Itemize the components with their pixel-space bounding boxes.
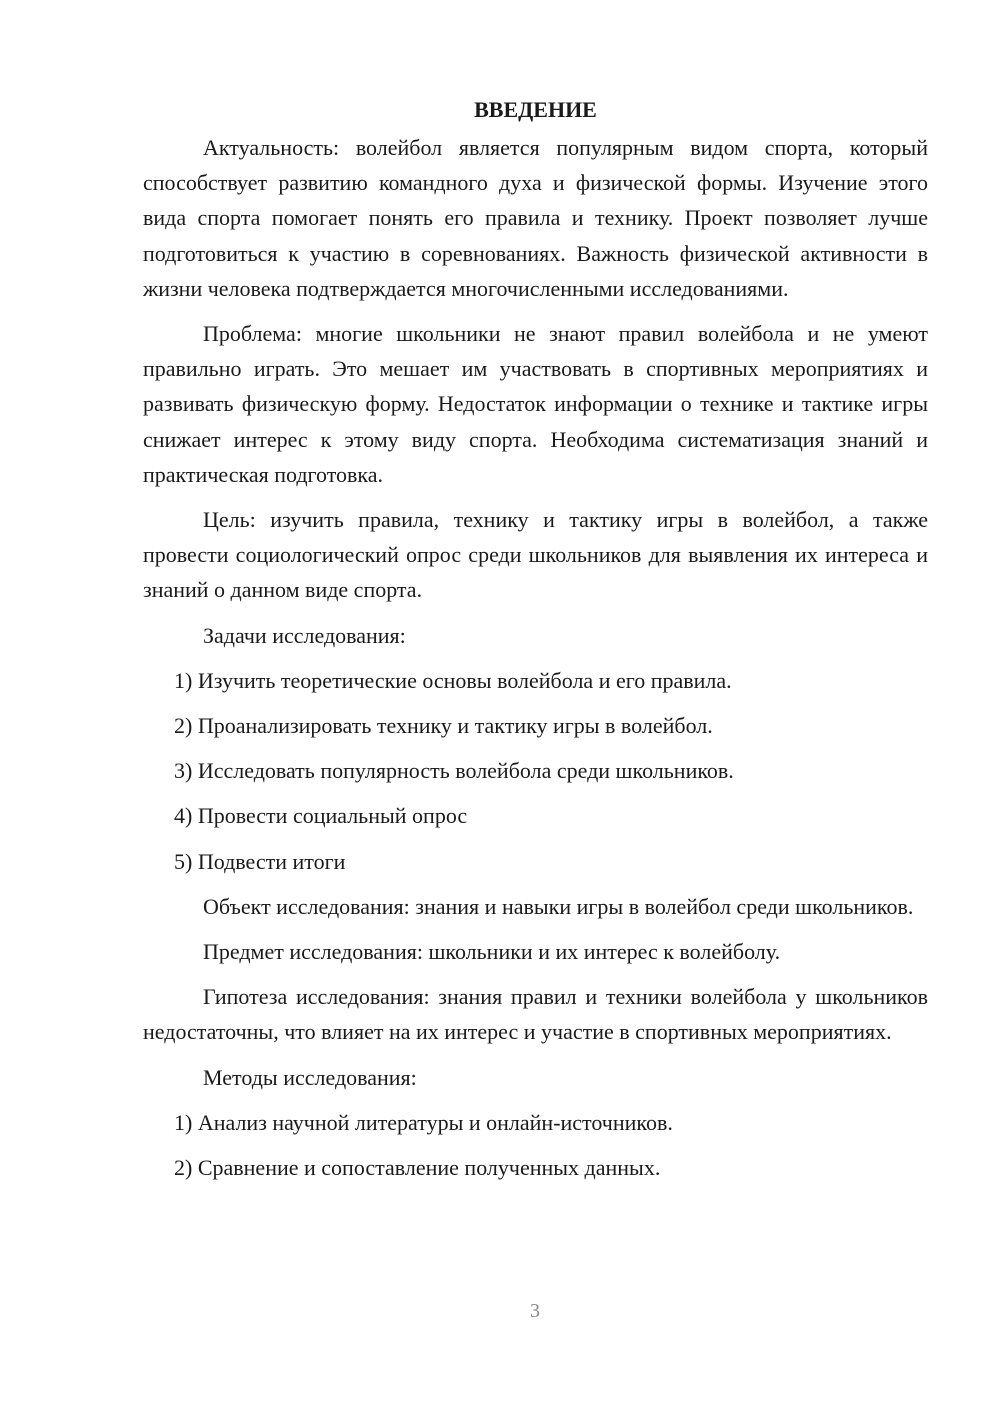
document-page	[143, 92, 928, 1195]
paragraph-object: Объект исследования: знания и навыки игры в волейбол среди школьников.	[203, 893, 914, 919]
paragraph-goal: Цель: изучить правила, технику и тактику игры в волейбол, а также провести социологический опрос среди школьников для выявления их интереса и знаний о данном виде спорта.	[143, 507, 928, 603]
paragraph-hypothesis: Гипотеза исследования: знания правил и техники волейбола у школьников недостаточны, что влияет на их интерес и участие в спортивных мероприятиях.	[143, 984, 928, 1045]
tasks-list	[143, 663, 928, 879]
page-number: 3	[530, 1300, 540, 1322]
methods-label: Методы исследования:	[203, 1064, 417, 1090]
paragraph-subject: Предмет исследования: школьники и их интерес к волейболу.	[203, 939, 781, 965]
list-item: 2) Проанализировать технику и тактику игры в волейбол.	[174, 713, 713, 739]
list-item: 5) Подвести итоги	[174, 848, 346, 874]
list-item: 3) Исследовать популярность волейбола среди школьников.	[174, 758, 734, 784]
list-item: 1) Изучить теоретические основы волейбола и его правила.	[174, 667, 732, 693]
tasks-label: Задачи исследования:	[203, 622, 406, 648]
paragraph-relevance: Актуальность: волейбол является популярным видом спорта, который способствует развитию командного духа и физической формы. Изучение этого вида спорта помогает понять его правила и технику. Проект позволяет лучше подготовиться к участию в соревнованиях. Важность физической активности в жизни человека подтверждается многочисленными исследованиями.	[143, 135, 928, 301]
methods-list	[143, 1105, 928, 1185]
list-item: 4) Провести социальный опрос	[174, 803, 468, 829]
list-item: 1) Анализ научной литературы и онлайн-источников.	[174, 1109, 673, 1135]
list-item: 2) Сравнение и сопоставление полученных данных.	[174, 1155, 661, 1181]
paragraph-problem: Проблема: многие школьники не знают правил волейбола и не умеют правильно играть. Это мешает им участвовать в спортивных мероприятиях и развивать физическую форму. Недостаток информации о технике и тактике игры снижает интерес к этому виду спорта. Необходима систематизация знаний и практическая подготовка.	[143, 321, 928, 487]
section-title: ВВЕДЕНИЕ	[474, 97, 597, 122]
